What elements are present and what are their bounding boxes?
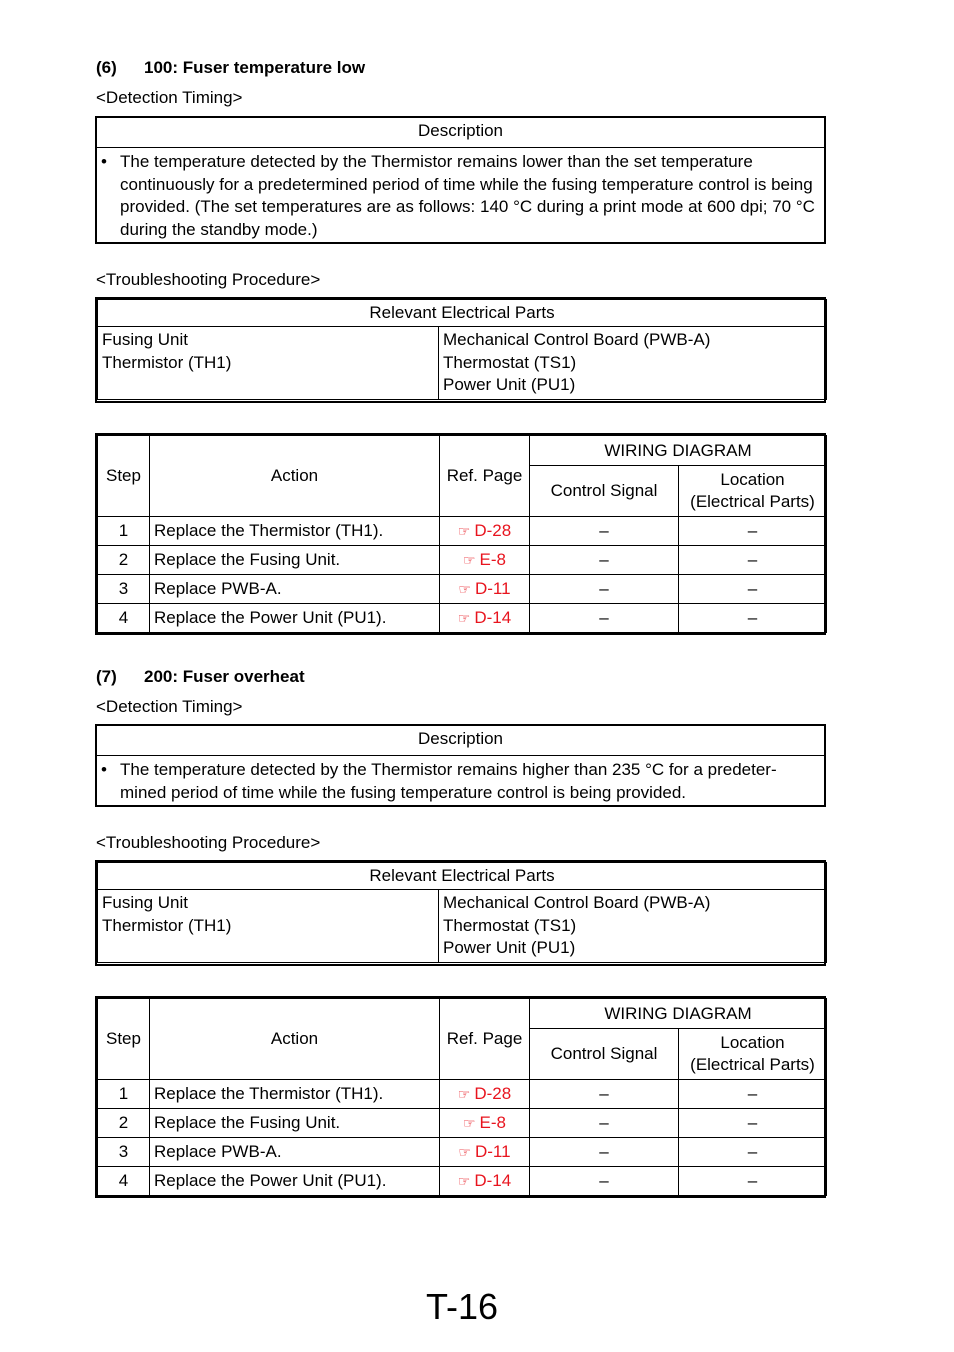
table-row: [98, 1080, 827, 1109]
step-action: Replace the Power Unit (PU1).: [150, 1167, 440, 1196]
step-number: 1: [98, 1080, 150, 1109]
pointing-hand-icon: ☞: [457, 1173, 471, 1189]
section-number: (6): [96, 58, 117, 77]
parts-left-cell: [98, 890, 439, 963]
location-header: [679, 466, 827, 517]
relevant-parts-header: Relevant Electrical Parts: [98, 863, 827, 890]
ref-page-link[interactable]: [440, 517, 530, 546]
step-action: Replace the Fusing Unit.: [150, 1109, 440, 1138]
location-header-line: (Electrical Parts): [690, 1055, 815, 1074]
step-number: 3: [98, 575, 150, 604]
table-row: [98, 604, 827, 633]
steps-table: [97, 435, 827, 633]
page-number: T-16: [426, 1286, 499, 1327]
part-item: Thermistor (TH1): [102, 352, 232, 372]
location-header-line: Location: [720, 470, 785, 489]
control-signal-value: –: [530, 604, 679, 633]
ref-page-text: E-8: [479, 1113, 507, 1132]
step-number: 1: [98, 517, 150, 546]
table-row: [98, 517, 827, 546]
steps-table: [97, 998, 827, 1196]
ref-page-text: D-11: [474, 579, 511, 598]
ref-page-text: D-28: [474, 521, 512, 540]
part-item: Thermostat (TS1): [443, 915, 577, 935]
location-value: –: [679, 575, 827, 604]
pointing-hand-icon: ☞: [462, 552, 476, 568]
wiring-diagram-header: WIRING DIAGRAM: [530, 999, 827, 1029]
ref-page-link[interactable]: [440, 1109, 530, 1138]
description-body: [97, 756, 824, 807]
location-value: –: [679, 546, 827, 575]
pointing-hand-icon: ☞: [462, 1115, 476, 1131]
description-header: Description: [97, 118, 824, 148]
part-item: Thermistor (TH1): [102, 915, 232, 935]
part-item: Thermostat (TS1): [443, 352, 577, 372]
pointing-hand-icon: ☞: [457, 610, 471, 626]
ref-page-link[interactable]: [440, 1138, 530, 1167]
part-item: Fusing Unit: [102, 330, 188, 349]
relevant-parts-table: [97, 862, 827, 963]
location-value: –: [679, 1109, 827, 1138]
table-row: [98, 1167, 827, 1196]
table-row: [98, 1138, 827, 1167]
ref-page-link[interactable]: [440, 1080, 530, 1109]
control-signal-value: –: [530, 1109, 679, 1138]
control-signal-value: –: [530, 1167, 679, 1196]
control-signal-value: –: [530, 546, 679, 575]
location-value: –: [679, 1080, 827, 1109]
step-number: 2: [98, 1109, 150, 1138]
step-action: Replace the Thermistor (TH1).: [150, 517, 440, 546]
part-item: Mechanical Control Board (PWB-A): [443, 893, 711, 912]
location-value: –: [679, 1167, 827, 1196]
section-heading: [96, 667, 305, 687]
steps-box: [95, 996, 826, 1198]
control-signal-value: –: [530, 1138, 679, 1167]
control-signal-header: Control Signal: [530, 1029, 679, 1080]
step-header: Step: [98, 999, 150, 1080]
ref-page-text: D-14: [474, 1171, 512, 1190]
pointing-hand-icon: ☞: [457, 523, 471, 539]
location-header: [679, 1029, 827, 1080]
step-action: Replace the Power Unit (PU1).: [150, 604, 440, 633]
relevant-parts-header: Relevant Electrical Parts: [98, 300, 827, 327]
pointing-hand-icon: ☞: [457, 1086, 471, 1102]
step-number: 2: [98, 546, 150, 575]
troubleshooting-label: <Troubleshooting Procedure>: [96, 833, 321, 852]
control-signal-value: –: [530, 575, 679, 604]
control-signal-value: –: [530, 1080, 679, 1109]
part-item: Mechanical Control Board (PWB-A): [443, 330, 711, 349]
control-signal-header: Control Signal: [530, 466, 679, 517]
description-text: The temperature detected by the Thermistor remains lower than the set temperature continuously for a predetermined period of time while the fusing temperature control is being provided. (The set temperatures are as follows: 140 °C during a print mode at 600 dpi; 70 °C during the standby mode.): [120, 152, 815, 239]
ref-page-link[interactable]: [440, 604, 530, 633]
step-header: Step: [98, 436, 150, 517]
location-header-line: Location: [720, 1033, 785, 1052]
location-header-line: (Electrical Parts): [690, 492, 815, 511]
ref-page-text: D-14: [474, 608, 512, 627]
detection-timing-label: <Detection Timing>: [96, 697, 243, 716]
ref-page-text: E-8: [479, 550, 507, 569]
part-item: Power Unit (PU1): [443, 375, 576, 395]
action-header: Action: [150, 436, 440, 517]
step-action: Replace PWB-A.: [150, 1138, 440, 1167]
step-number: 4: [98, 604, 150, 633]
parts-left-cell: [98, 327, 439, 400]
wiring-diagram-header: WIRING DIAGRAM: [530, 436, 827, 466]
pointing-hand-icon: ☞: [458, 1144, 471, 1160]
ref-page-header: Ref. Page: [440, 436, 530, 517]
pointing-hand-icon: ☞: [458, 581, 471, 597]
location-value: –: [679, 1138, 827, 1167]
step-action: Replace PWB-A.: [150, 575, 440, 604]
ref-page-header: Ref. Page: [440, 999, 530, 1080]
detection-timing-label: <Detection Timing>: [96, 88, 243, 107]
relevant-parts-table: [97, 299, 827, 400]
ref-page-link[interactable]: [440, 575, 530, 604]
steps-box: [95, 433, 826, 635]
part-item: Fusing Unit: [102, 893, 188, 912]
description-body: [97, 148, 824, 244]
section-title: 200: Fuser overheat: [144, 667, 305, 686]
table-row: [98, 1109, 827, 1138]
control-signal-value: –: [530, 517, 679, 546]
bullet-icon: •: [101, 152, 107, 171]
troubleshooting-label: <Troubleshooting Procedure>: [96, 270, 321, 289]
section-number: (7): [96, 667, 117, 686]
parts-right-cell: [439, 890, 827, 963]
ref-page-link[interactable]: [440, 546, 530, 575]
ref-page-text: D-11: [474, 1142, 511, 1161]
description-text: The temperature detected by the Thermistor remains higher than 235 °C for a predeter-mined period of time while the fusing temperature control is being provided.: [120, 760, 777, 802]
location-value: –: [679, 517, 827, 546]
parts-right-cell: [439, 327, 827, 400]
step-number: 3: [98, 1138, 150, 1167]
ref-page-link[interactable]: [440, 1167, 530, 1196]
section-title: 100: Fuser temperature low: [144, 58, 366, 77]
action-header: Action: [150, 999, 440, 1080]
description-box: [95, 724, 826, 807]
table-row: [98, 546, 827, 575]
step-action: Replace the Fusing Unit.: [150, 546, 440, 575]
bullet-icon: •: [101, 760, 107, 779]
step-number: 4: [98, 1167, 150, 1196]
step-action: Replace the Thermistor (TH1).: [150, 1080, 440, 1109]
location-value: –: [679, 604, 827, 633]
table-row: [98, 575, 827, 604]
description-header: Description: [97, 726, 824, 756]
section-heading: [96, 58, 365, 78]
ref-page-text: D-28: [474, 1084, 512, 1103]
part-item: Power Unit (PU1): [443, 938, 576, 958]
description-box: [95, 116, 826, 244]
relevant-parts-box: [95, 297, 826, 403]
relevant-parts-box: [95, 860, 826, 966]
